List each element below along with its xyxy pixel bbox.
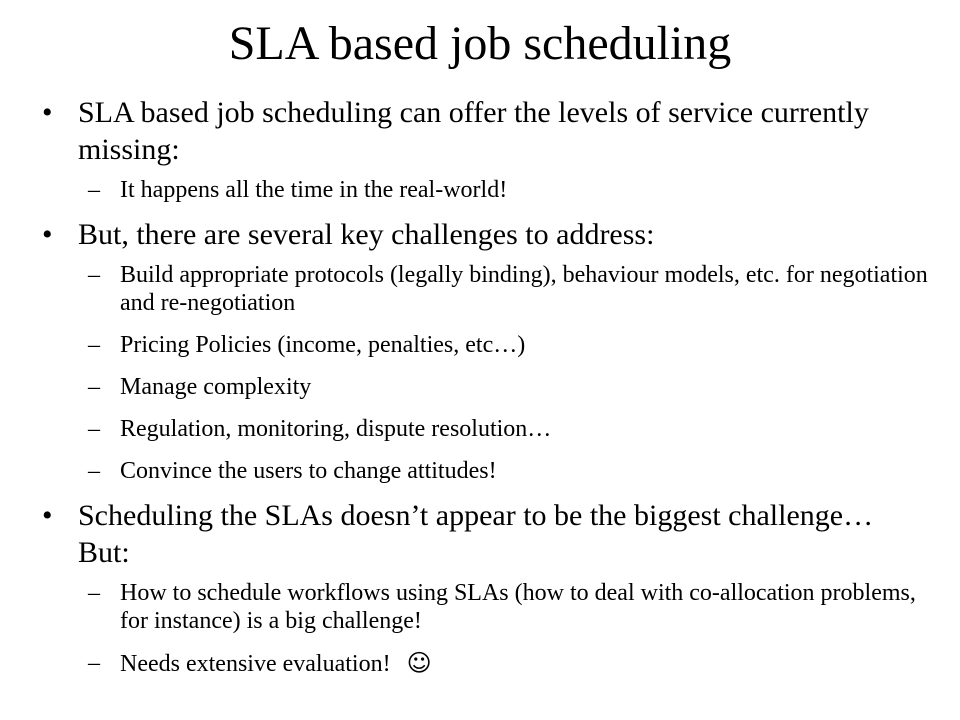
dash-marker: – (88, 416, 100, 442)
sub-bullet-item (30, 261, 930, 317)
dash-marker: – (88, 177, 100, 203)
sub-bullet-item (30, 176, 930, 204)
sub-bullet-text: It happens all the time in the real-world! (120, 177, 508, 203)
sub-bullet-item (30, 579, 930, 635)
bullet-marker: • (42, 499, 53, 532)
dash-marker: – (88, 580, 100, 606)
dash-marker: – (88, 650, 100, 676)
bullet-text: SLA based job scheduling can offer the levels of service currently missing: (78, 96, 869, 166)
sub-bullet-item (30, 331, 930, 359)
bullet-item (30, 216, 930, 485)
sub-bullet-list (30, 176, 930, 204)
dash-marker: – (88, 458, 100, 484)
bullet-marker: • (42, 218, 53, 251)
sub-bullet-item (30, 649, 930, 678)
sub-bullet-text: Manage complexity (120, 374, 312, 400)
sub-bullet-text: Regulation, monitoring, dispute resolution… (120, 416, 552, 442)
slide-title: SLA based job scheduling (228, 17, 732, 70)
dash-marker: – (88, 374, 100, 400)
sub-bullet-text: How to schedule workflows using SLAs (how to deal with co-allocation problems, for instance) is a big challenge! (120, 580, 916, 634)
bullet-marker: • (42, 96, 53, 129)
bullet-text: Scheduling the SLAs doesn’t appear to be the biggest challenge… But: (78, 499, 874, 569)
sub-bullet-list (30, 579, 930, 678)
sub-bullet-text: Convince the users to change attitudes! (120, 458, 497, 484)
bullet-list (30, 94, 930, 690)
bullet-item (30, 94, 930, 204)
sub-bullet-item (30, 415, 930, 443)
sub-bullet-text: Needs extensive evaluation! (120, 651, 391, 677)
sub-bullet-text: Pricing Policies (income, penalties, etc…) (120, 332, 526, 358)
dash-marker: – (88, 332, 100, 358)
bullet-text: But, there are several key challenges to address: (78, 218, 655, 251)
sub-bullet-item (30, 457, 930, 485)
sub-bullet-item (30, 373, 930, 401)
dash-marker: – (88, 262, 100, 288)
smiley-icon: ☺ (406, 649, 432, 677)
sub-bullet-text: Build appropriate protocols (legally binding), behaviour models, etc. for negotiation and re-negotiation (120, 262, 928, 316)
sub-bullet-list (30, 261, 930, 485)
bullet-item (30, 497, 930, 678)
